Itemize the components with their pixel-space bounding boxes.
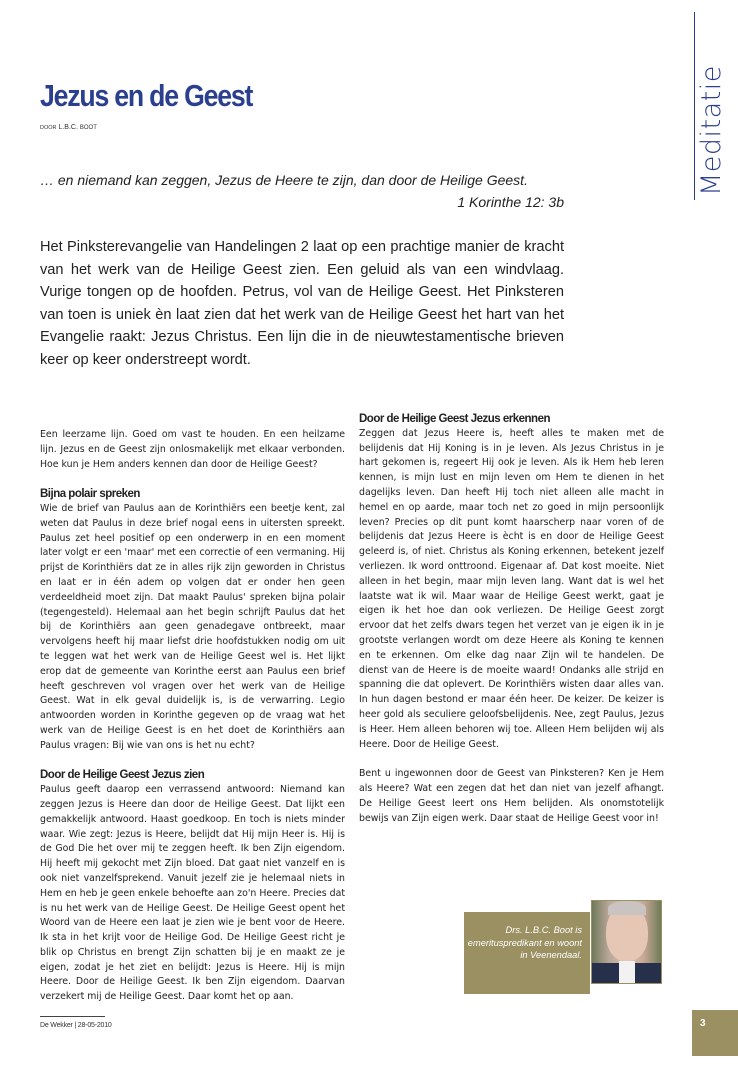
author-caption bbox=[464, 912, 590, 994]
page-number: 3 bbox=[700, 1018, 706, 1029]
column-1 bbox=[40, 428, 345, 1020]
section-divider bbox=[694, 12, 695, 200]
intro-paragraph: Het Pinksterevangelie van Handelingen 2 laat op een prachtige manier de kracht van het werk van de Heilige Geest zien. Een geluid als van een windvlaag. Vurige tongen op de hoofden. Petrus, vol van de Heilige Geest. Het Pinksteren van toen is uniek èn laat zien dat het werk van de Heilige Geest het hart van het Evangelie raakt: Jezus Christus. Een lijn die in de nieuwtestamentische brieven keer op keer onderstreept wordt. bbox=[40, 239, 564, 368]
byline bbox=[40, 124, 97, 131]
paragraph: Wie de brief van Paulus aan de Korinthiërs een beetje kent, zal weten dat Paulus in deze brief nogal eens in uitersten spreekt. Paulus zet heel positief op een onderwerp in en een moment later volgt er een 'maar' met een correctie of een vermaning. Hij prijst de Korinthiërs dat ze in alles rijk zijn geworden in Christus en laat er in één adem op volgen dat er onder hen geen verdeeldheid moet zijn. Dat maakt Paulus' spreken bijna polair (tegengesteld). Helemaal aan het begin schrijft Paulus dat het bij de Korinthiërs aan geen genadegave ontbreekt, maar vervolgens heeft hij maar liefst drie hoofdstukken nodig om uit te leggen wat het werk van de Heilige Geest wel is. Het lijkt erop dat de gemeente van Korinthe eerst aan Paulus een brief heeft geschreven vol vragen over het werk van de Heilige Geest. Wat in elk geval duidelijk is, is de verwarring. Legio antwoorden worden in Korinthe gegeven op de vraag wat het werk van de Heilige Geest is en het doet de Korinthiërs aan Paulus vragen: Bij wie van ons is het nu echt? bbox=[40, 502, 345, 751]
page-number-box bbox=[692, 1010, 738, 1056]
article-title: Jezus en de Geest bbox=[40, 78, 253, 113]
footer-rule bbox=[40, 1016, 105, 1017]
footer-text: De Wekker | 28-05-2010 bbox=[40, 1022, 112, 1029]
paragraph: Bent u ingewonnen door de Geest van Pinksteren? Ken je Hem als Heere? Wat een zegen dat het dan niet van jezelf afhangt. De Heilige Geest leert ons Hem belijden. Als onomstotelijk bewijs van Zijn eigen werk. Daar staat de Heilige Geest voor in! bbox=[359, 768, 664, 824]
column-2 bbox=[359, 412, 664, 841]
photo-hair bbox=[608, 901, 646, 915]
paragraph: Paulus geeft daarop een verrassend antwoord: Niemand kan zeggen Jezus is Heere dan door de Heilige Geest. Dat lijkt een gemakkelijk antwoord. Haast goedkoop. En toch is niets minder waar. Wie zegt: Jezus is Heere, belijdt dat Hij mijn Heer is. Hij is de God Die het over mij te zeggen heeft. Ik ben Zijn eigendom. Hij heeft mij gekocht met Zijn bloed. Dat gaat niet vanzelf en is ook niet vanzelfsprekend. Vanuit jezelf zie je helemaal niets in Hem en heb je geen enkele behoefte aan zo'n Heere. Precies dat is nu het werk van de Heilige Geest. De Heilige Geest opent het Woord van de Heere een laat je zien wie je bent voor de Heere. Ik sta in het krijt voor de Heilige God. De Heilige Geest richt je blik op Christus en brengt Zijn schatten bij je en maakt ze je eigen, zodat je het ziet en belijdt: Jezus is Heere. Hij is mijn Heere. Door de Heilige Geest. Ik ben Zijn eigendom. Daarvan verzekert mij de Heilige Geest. Daar komt het op aan. bbox=[40, 784, 345, 1003]
byline-prefix: DOOR bbox=[40, 125, 57, 131]
photo-shirt bbox=[619, 961, 635, 983]
byline-surname: BOOT bbox=[79, 125, 97, 131]
quote-text: … en niemand kan zeggen, Jezus de Heere te zijn, dan door de Heilige Geest. bbox=[40, 172, 528, 188]
quote-reference: 1 Korinthe 12: 3b bbox=[457, 194, 564, 210]
caption-line: emerituspredikant en woont bbox=[467, 937, 582, 948]
bible-quote bbox=[40, 172, 564, 210]
subheading: Door de Heilige Geest Jezus erkennen bbox=[359, 413, 550, 425]
author-photo bbox=[591, 900, 662, 984]
subheading: Door de Heilige Geest Jezus zien bbox=[40, 769, 205, 782]
byline-name: L.B.C. bbox=[58, 124, 80, 131]
subheading: Bijna polair spreken bbox=[40, 488, 140, 501]
caption-line: Drs. L.B.C. Boot is bbox=[505, 925, 582, 935]
paragraph: Zeggen dat Jezus Heere is, heeft alles te maken met de belijdenis dat Hij Koning is in je leven. Als Jezus Christus in je hart gekomen is, regeert Hij ook je leven. Als ik Hem heb leren kennen, is mijn lust en mijn leven om Hem te dienen in het dagelijks leven. Dan heeft Hij toch niet alleen alle macht in hemel en op aarde, maar toch net zo goed in mijn persoonlijk leven? Precies op dit punt komt haarscherp naar voren of de belijdenis dat Jezus Heere is ècht is en door de Heilige Geest geleerd is, of niet. Christus als Koning erkennen, betekent jezelf verliezen. Ik word onttroond. Eigenaar af. Dat kost moeite. Niet alleen in het begin, maar mijn leven lang. Want dat is wel het laatste wat ik wil. Maar waar de Heilige Geest werkt, gaat je eigen ik het hoe dan ook verliezen. De Heilige Geest zorgt ervoor dat het zelfs dwars tegen het verzet van je eigen ik in je grootste verlangen wordt om deze Heere als Koning te kennen en te erkennen. Om elke dag naar Zijn wil te handelen. De dienst van de Heere is de moeite waard! Ondanks alle strijd en spanning die dat oplevert. De Korinthiërs wisten daar alles van. In hun dagen bestond er maar één heer. De keizer. De keizer is heer gold als seculiere geloofsbelijdenis. Nee, zegt Paulus, Jezus is Heer. Hem alleen behoren wij toe. Alleen Hem belijden wij als Heere. Door de Heilige Geest. bbox=[359, 427, 664, 750]
section-label: Meditatie bbox=[696, 65, 727, 196]
caption-line: in Veenendaal. bbox=[520, 950, 582, 960]
paragraph: Een leerzame lijn. Goed om vast te houden. En een heilzame lijn. Jezus en de Geest zijn onlosmakelijk met elkaar verbonden. Hoe kun je Hem anders kennen dan door de Heilige Geest? bbox=[40, 429, 345, 470]
